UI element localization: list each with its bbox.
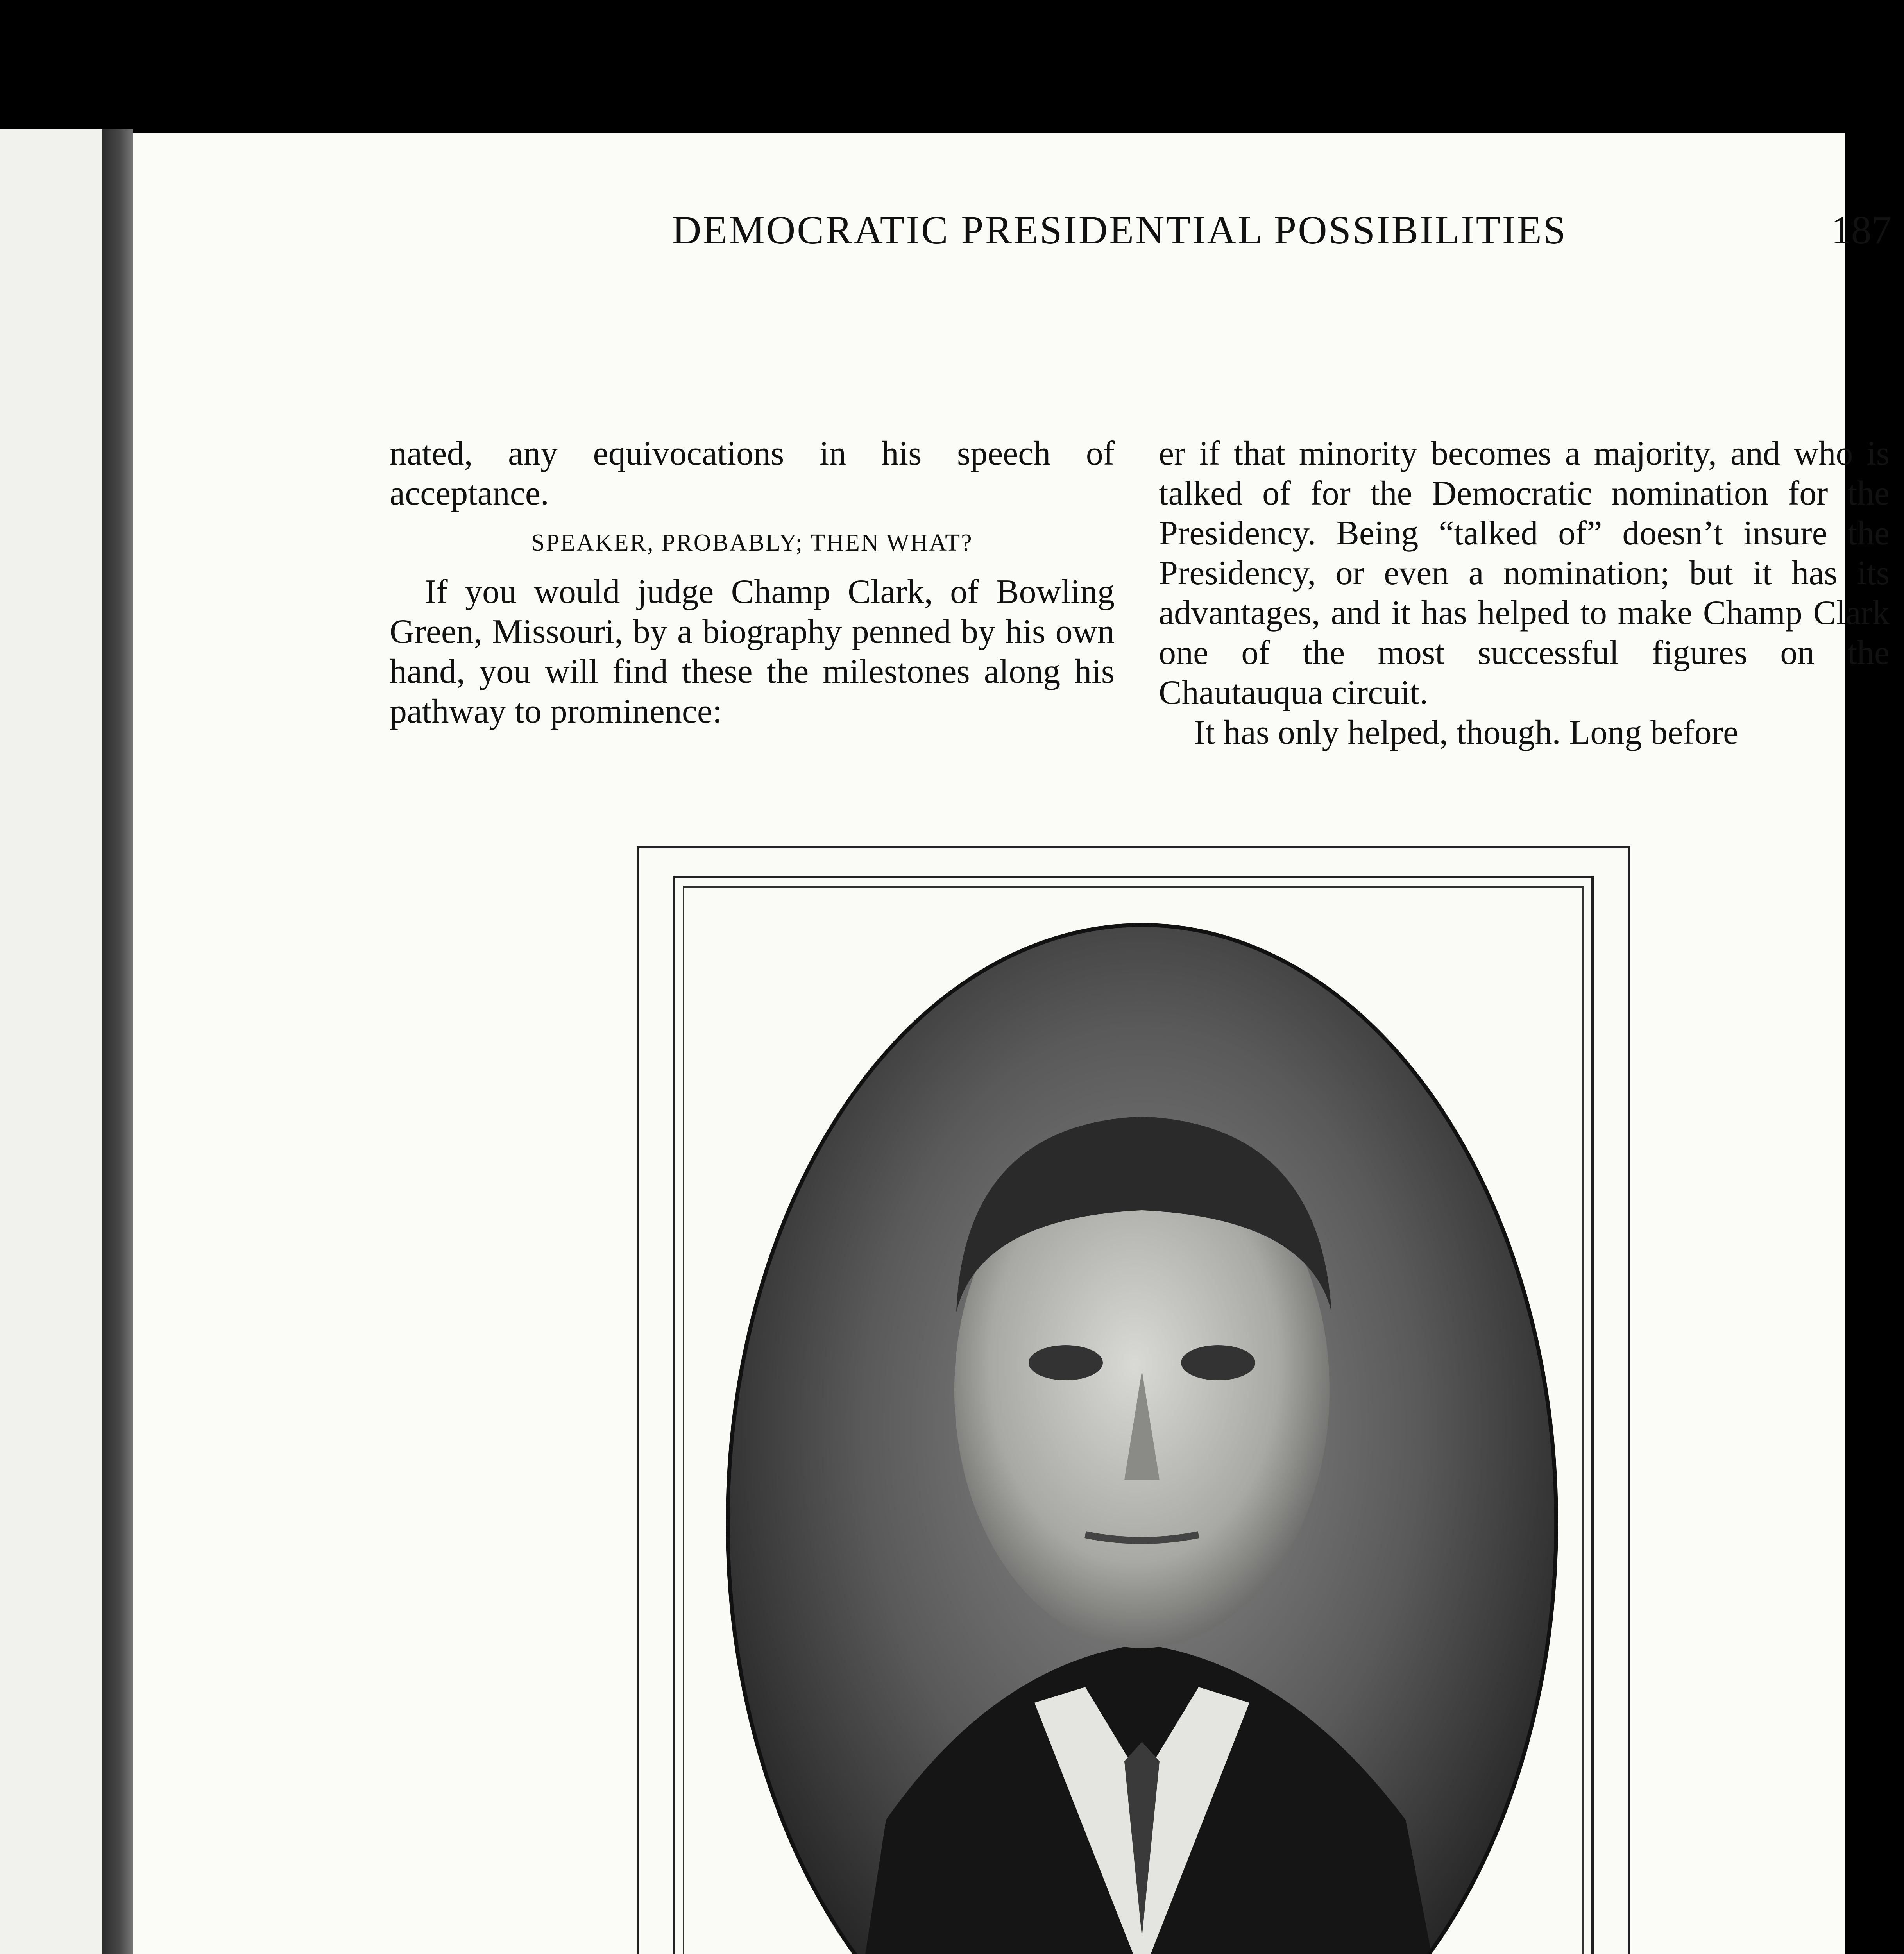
paragraph: er if that minority becomes a majority, and who is talked of for the Democratic nomination for the Presidency. Being “talked of” doesn’t insure the Presidency, or even a nomination; but it has its advantages, and it has helped to make Champ Clark one of the most successful figures on the Chautauqua circuit. xyxy=(1159,435,1890,712)
column-right-top xyxy=(1159,434,1890,753)
photo-inner-frame xyxy=(673,876,1594,1954)
paragraph: If you would judge Champ Clark, of Bowling Green, Missouri, by a biography penned by his own hand, you will find these the milestones along his pathway to prominence: xyxy=(390,573,1115,730)
portrait-photo xyxy=(722,921,1562,1954)
running-title: DEMOCRATIC PRESIDENTIAL POSSIBILITIES xyxy=(672,208,1568,252)
section-subheading: SPEAKER, PROBABLY; THEN WHAT? xyxy=(531,530,973,556)
page-number: 187 xyxy=(1831,208,1891,252)
book-gutter xyxy=(102,129,133,1954)
running-header xyxy=(672,207,1891,285)
column-left-top xyxy=(390,434,1115,732)
paragraph: It has only helped, though. Long before xyxy=(1194,714,1739,752)
left-page-edge xyxy=(0,129,102,1954)
paragraph: nated, any equivocations in his speech of acceptance. xyxy=(390,435,1115,512)
photo-frame xyxy=(637,846,1630,1954)
page xyxy=(133,133,1891,1954)
